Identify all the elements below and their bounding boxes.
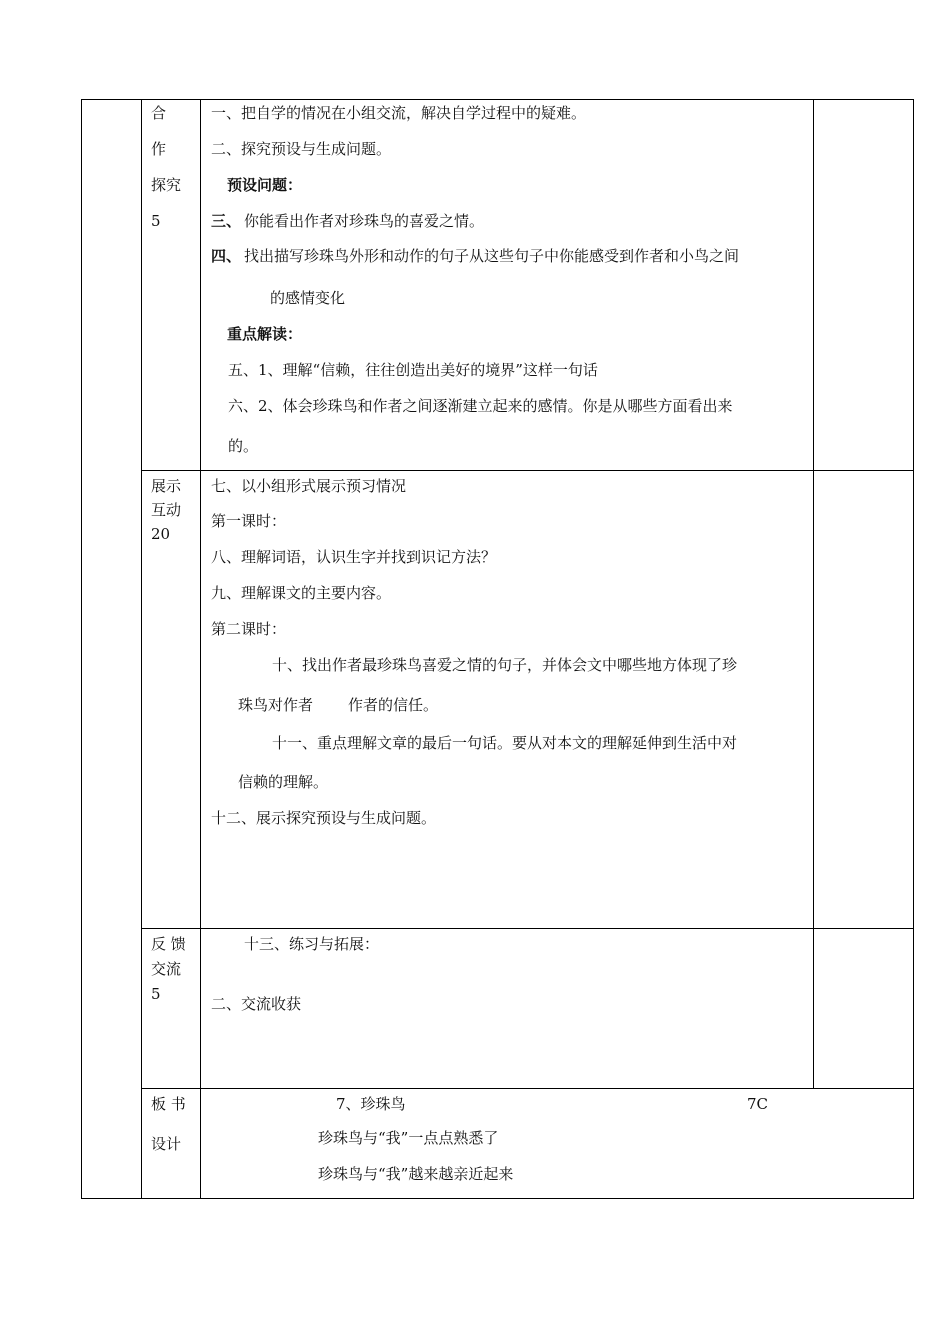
table-top-border — [81, 99, 914, 100]
board-title: 7、珍珠鸟 — [336, 1095, 406, 1113]
board-line: 珍珠鸟与“我”越来越亲近起来 — [318, 1165, 514, 1183]
content-line: 的感情变化 — [270, 289, 346, 307]
content-line: 信赖的理解。 — [238, 773, 329, 791]
section-label: 交流 — [151, 960, 182, 978]
item-number: 三、 — [211, 212, 242, 230]
content-line: 你能看出作者对珍珠鸟的喜爱之情。 — [244, 212, 485, 230]
content-line: 九、理解课文的主要内容。 — [211, 584, 392, 602]
table-left-border — [81, 99, 82, 1199]
section-minutes: 20 — [151, 525, 171, 543]
board-line: 珍珠鸟与“我”一点点熟悉了 — [318, 1129, 499, 1147]
content-line: 的。 — [228, 437, 259, 455]
content-line: 二、交流收获 — [211, 995, 302, 1013]
section-label: 展示 — [151, 477, 182, 495]
row-divider-1 — [141, 470, 914, 471]
content-line: 第二课时： — [211, 620, 287, 638]
content-line: 一、把自学的情况在小组交流，解决自学过程中的疑难。 — [211, 104, 587, 122]
column-divider-1 — [141, 99, 142, 1199]
row-divider-3 — [141, 1088, 914, 1089]
content-line: 找出描写珍珠鸟外形和动作的句子从这些句子中你能感受到作者和小鸟之间 — [244, 247, 740, 265]
subheading: 重点解读： — [227, 325, 303, 343]
content-line: 十一、重点理解文章的最后一句话。要从对本文的理解延伸到生活中对 — [272, 734, 738, 752]
content-line: 八、理解词语，认识生字并找到识记方法？ — [211, 548, 497, 566]
content-line: 二、探究预设与生成问题。 — [211, 140, 392, 158]
column-divider-2 — [200, 99, 201, 1199]
column-divider-3 — [813, 99, 814, 1089]
table-bottom-border — [81, 1198, 914, 1199]
section-label: 板 书 — [151, 1095, 186, 1113]
section-minutes: 5 — [151, 985, 161, 1003]
content-line: 作者的信任。 — [348, 696, 439, 714]
row-divider-2 — [141, 928, 914, 929]
section-label: 反 馈 — [151, 935, 186, 953]
section-label: 作 — [151, 140, 167, 158]
content-line: 十、找出作者最珍珠鸟喜爱之情的句子，并体会文中哪些地方体现了珍 — [272, 656, 738, 674]
content-line: 珠鸟对作者 — [238, 696, 314, 714]
board-code: 7C — [747, 1095, 769, 1113]
table-right-border — [913, 99, 914, 1199]
content-line: 十二、展示探究预设与生成问题。 — [211, 809, 437, 827]
section-label: 合 — [151, 104, 167, 122]
content-line: 六、2、体会珍珠鸟和作者之间逐渐建立起来的感情。你是从哪些方面看出来 — [228, 397, 733, 415]
section-label: 探究 — [151, 176, 182, 194]
section-label: 设计 — [151, 1135, 182, 1153]
content-line: 十三、练习与拓展： — [244, 935, 380, 953]
section-minutes: 5 — [151, 212, 161, 230]
content-line: 七、以小组形式展示预习情况 — [211, 477, 407, 495]
subheading: 预设问题： — [227, 176, 303, 194]
item-number: 四、 — [211, 247, 242, 265]
section-label: 互动 — [151, 501, 182, 519]
content-line: 第一课时： — [211, 512, 287, 530]
content-line: 五、1、理解“信赖，往往创造出美好的境界”这样一句话 — [228, 361, 598, 379]
